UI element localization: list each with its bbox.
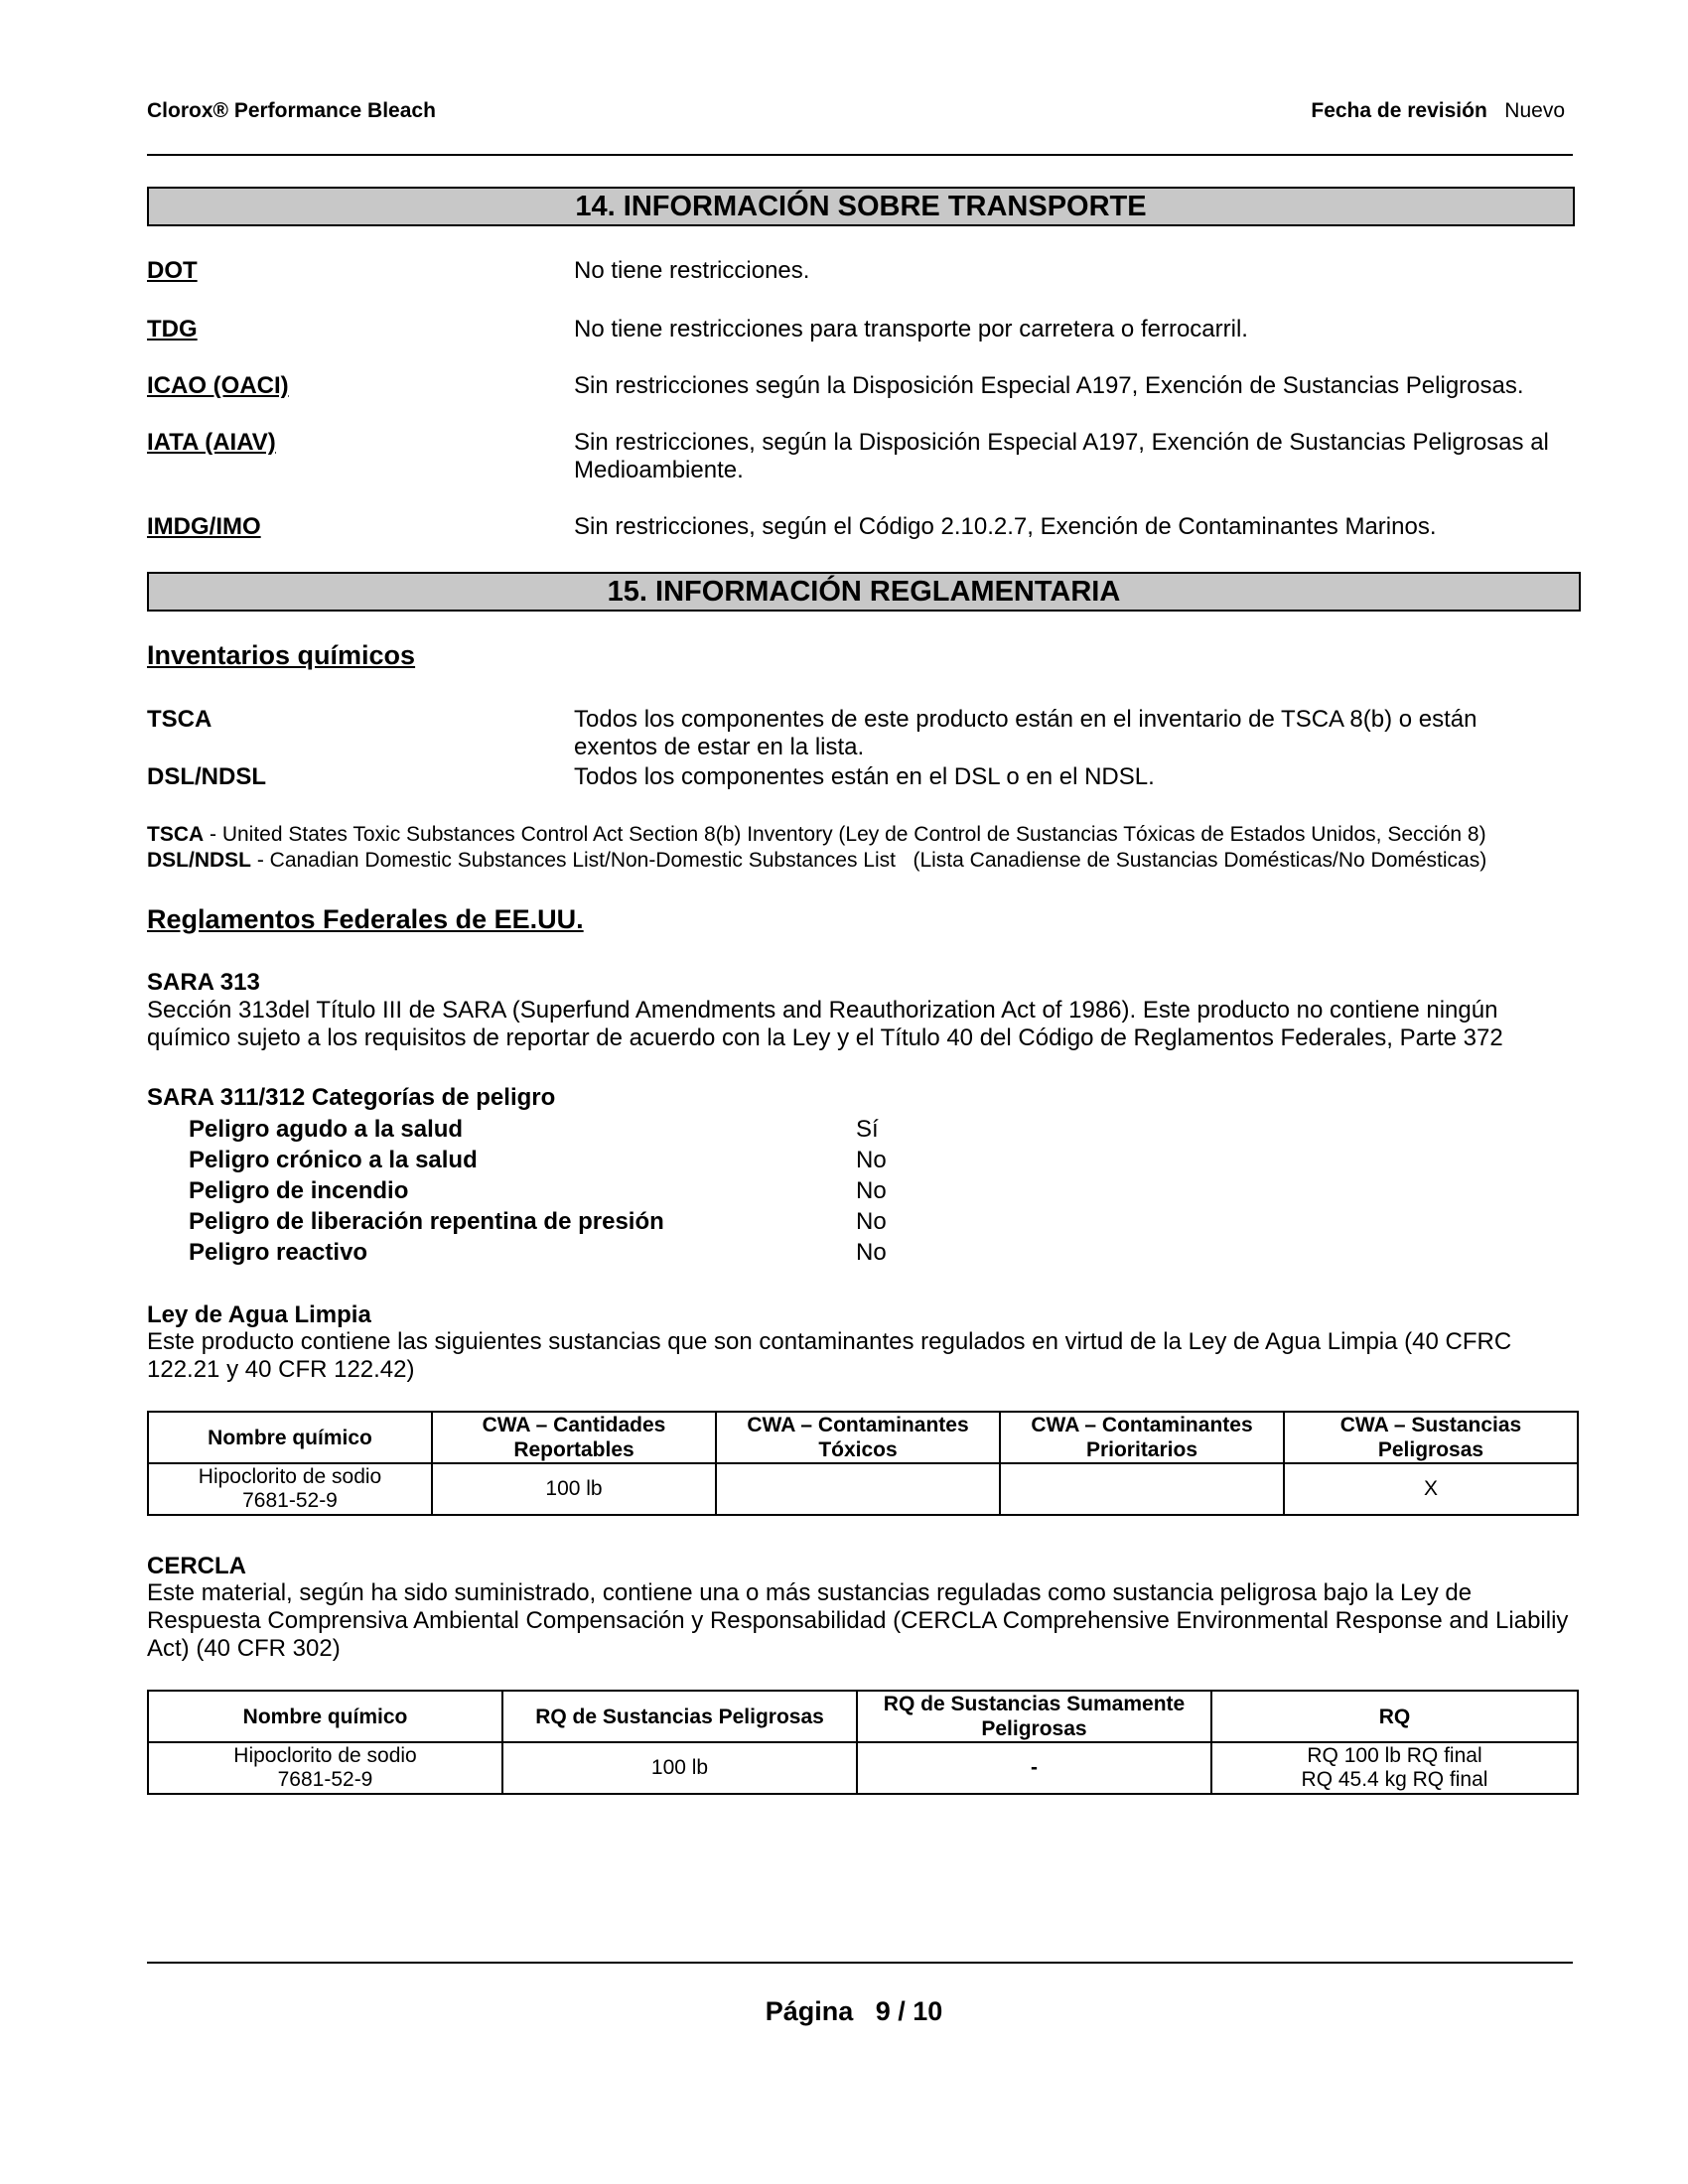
tsca-note bbox=[147, 822, 1587, 848]
footer-rule bbox=[147, 1962, 1573, 1964]
tsca-value: Todos los componentes de este producto están en el inventario de TSCA 8(b) o están exentos de estar en la lista. bbox=[574, 706, 1477, 760]
inventories-heading: Inventarios químicos bbox=[147, 640, 416, 670]
column-header: RQ bbox=[1211, 1691, 1578, 1742]
cwa-title: Ley de Agua Limpia bbox=[147, 1301, 371, 1328]
table-row bbox=[148, 1742, 1578, 1794]
hazard-value: No bbox=[856, 1239, 887, 1266]
dsl-note bbox=[147, 848, 1587, 874]
tsca-note-text: - United States Toxic Substances Control Act Section 8(b) Inventory (Ley de Control de Sustancias Tóxicas de Estados Unidos, Sección 8) bbox=[204, 823, 1486, 846]
hazard-label: Peligro crónico a la salud bbox=[189, 1147, 478, 1173]
product-name: Clorox® Performance Bleach bbox=[147, 99, 436, 122]
table-header-row bbox=[148, 1412, 1578, 1463]
hazard-label: Peligro de incendio bbox=[189, 1177, 409, 1204]
chemical-name-cell bbox=[148, 1742, 502, 1794]
table-row bbox=[148, 1463, 1578, 1515]
cas-number: 7681-52-9 bbox=[277, 1768, 373, 1791]
column-header: CWA – Sustancias Peligrosas bbox=[1284, 1412, 1578, 1463]
sara311-title: SARA 311/312 Categorías de peligro bbox=[147, 1084, 556, 1111]
rq-line: RQ 45.4 kg RQ final bbox=[1301, 1768, 1488, 1791]
hazard-value: No bbox=[856, 1208, 887, 1235]
dsl-label: DSL/NDSL bbox=[147, 763, 266, 790]
revision-label: Fecha de revisión bbox=[1311, 99, 1487, 122]
table-header-row bbox=[148, 1691, 1578, 1742]
cercla-table bbox=[147, 1690, 1579, 1795]
cercla-title: CERCLA bbox=[147, 1553, 246, 1579]
column-header: CWA – Contaminantes Prioritarios bbox=[1000, 1412, 1284, 1463]
tsca-label: TSCA bbox=[147, 706, 212, 733]
cas-number: 7681-52-9 bbox=[242, 1489, 338, 1512]
transport-label-icao: ICAO (OACI) bbox=[147, 372, 289, 399]
tsca-note-label: TSCA bbox=[147, 823, 205, 846]
hazard-label: Peligro reactivo bbox=[189, 1239, 368, 1266]
rq-line: RQ 100 lb RQ final bbox=[1307, 1744, 1482, 1767]
sara313-text: Sección 313del Título III de SARA (Superfund Amendments and Reauthorization Act of 1986). Este producto no contiene ningún químico sujeto a los requisitos de reportar de acuerdo con la Ley y el Título 40 del Código de Reglamentos Federales, Parte 372 bbox=[147, 997, 1503, 1051]
table-cell bbox=[1000, 1463, 1284, 1515]
transport-label-tdg: TDG bbox=[147, 316, 198, 342]
revision-date bbox=[1311, 99, 1565, 123]
hazard-value: Sí bbox=[856, 1116, 879, 1143]
dsl-note-text: - Canadian Domestic Substances List/Non-Domestic Substances List (Lista Canadiense de Sustancias Domésticas/No Domésticas) bbox=[251, 849, 1487, 872]
federal-heading: Reglamentos Federales de EE.UU. bbox=[147, 904, 584, 934]
dsl-note-label: DSL/NDSL bbox=[147, 849, 251, 872]
table-cell: - bbox=[857, 1742, 1211, 1794]
sara313-title: SARA 313 bbox=[147, 969, 260, 996]
transport-value-dot: No tiene restricciones. bbox=[574, 257, 810, 284]
transport-value-imdg: Sin restricciones, según el Código 2.10.2.7, Exención de Contaminantes Marinos. bbox=[574, 513, 1437, 540]
transport-value-tdg: No tiene restricciones para transporte por carretera o ferrocarril. bbox=[574, 316, 1248, 342]
column-header: Nombre químico bbox=[148, 1412, 432, 1463]
table-cell: 100 lb bbox=[502, 1742, 857, 1794]
chemical-name-cell bbox=[148, 1463, 432, 1515]
page-value: 9 / 10 bbox=[875, 1996, 943, 2026]
cercla-text: Este material, según ha sido suministrado, contiene una o más sustancias reguladas como sustancia peligrosa bajo la Ley de Respuesta Comprensiva Ambiental Compensación y Responsabilidad (CERCLA Comprehensive Environmental Response and Liabiliy Act) (40 CFR 302) bbox=[147, 1579, 1569, 1662]
column-header: RQ de Sustancias Sumamente Peligrosas bbox=[857, 1691, 1211, 1742]
table-cell bbox=[716, 1463, 1000, 1515]
transport-label-dot: DOT bbox=[147, 257, 198, 284]
section-15-title: 15. INFORMACIÓN REGLAMENTARIA bbox=[147, 572, 1581, 612]
transport-label-iata: IATA (AIAV) bbox=[147, 429, 276, 456]
column-header: RQ de Sustancias Peligrosas bbox=[502, 1691, 857, 1742]
cwa-table bbox=[147, 1411, 1579, 1516]
header-rule bbox=[147, 154, 1573, 156]
cwa-text: Este producto contiene las siguientes sustancias que son contaminantes regulados en virtud de la Ley de Agua Limpia (40 CFRC 122.21 y 40 CFR 122.42) bbox=[147, 1328, 1512, 1383]
hazard-value: No bbox=[856, 1177, 887, 1204]
hazard-label: Peligro de liberación repentina de presión bbox=[189, 1208, 664, 1235]
page-label: Página bbox=[765, 1996, 854, 2026]
page-number bbox=[0, 1996, 1688, 2027]
dsl-value: Todos los componentes están en el DSL o en el NDSL. bbox=[574, 763, 1155, 790]
transport-value-iata: Sin restricciones, según la Disposición Especial A197, Exención de Sustancias Peligrosas al Medioambiente. bbox=[574, 429, 1549, 483]
column-header: CWA – Contaminantes Tóxicos bbox=[716, 1412, 1000, 1463]
chemical-name: Hipoclorito de sodio bbox=[198, 1465, 382, 1488]
section-14-title: 14. INFORMACIÓN SOBRE TRANSPORTE bbox=[147, 187, 1575, 226]
column-header: Nombre químico bbox=[148, 1691, 502, 1742]
transport-label-imdg: IMDG/IMO bbox=[147, 513, 261, 540]
table-cell: X bbox=[1284, 1463, 1578, 1515]
hazard-label: Peligro agudo a la salud bbox=[189, 1116, 464, 1143]
hazard-value: No bbox=[856, 1147, 887, 1173]
revision-value: Nuevo bbox=[1504, 99, 1565, 122]
column-header: CWA – Cantidades Reportables bbox=[432, 1412, 716, 1463]
chemical-name: Hipoclorito de sodio bbox=[233, 1744, 417, 1767]
rq-cell bbox=[1211, 1742, 1578, 1794]
table-cell: 100 lb bbox=[432, 1463, 716, 1515]
transport-value-icao: Sin restricciones según la Disposición Especial A197, Exención de Sustancias Peligrosas. bbox=[574, 372, 1524, 399]
